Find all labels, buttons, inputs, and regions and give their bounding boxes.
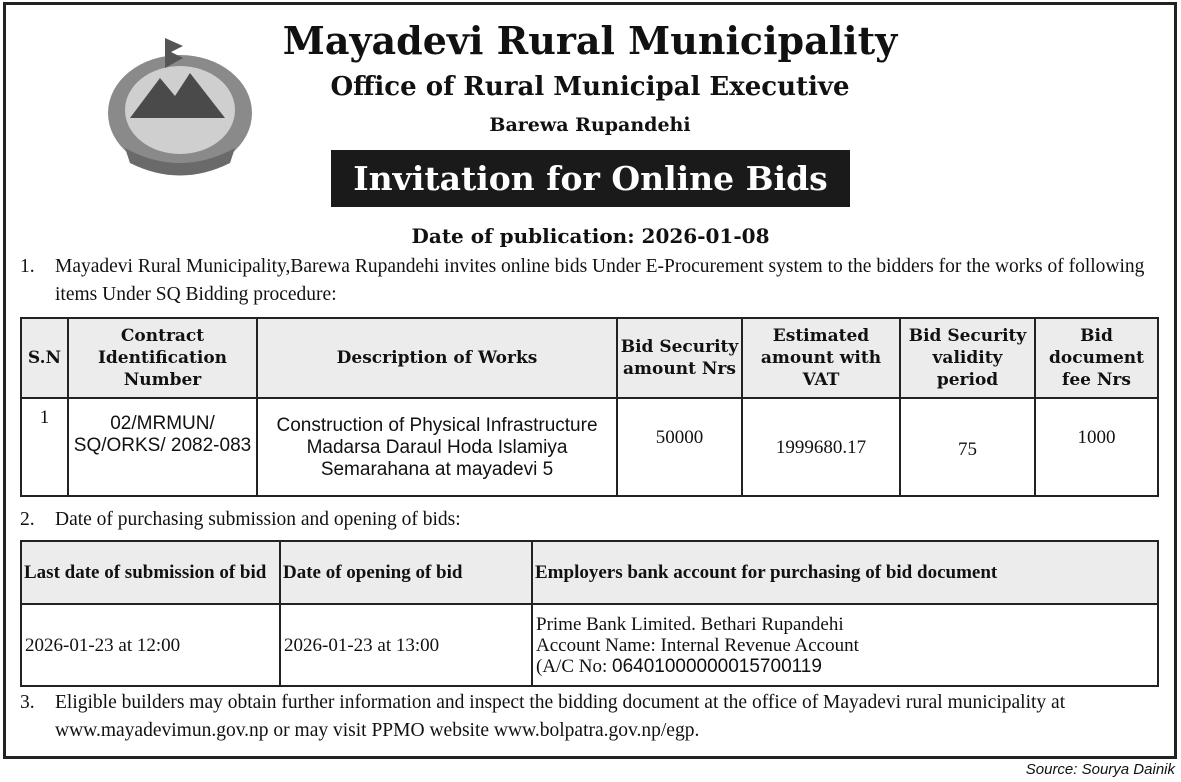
table-row — [21, 604, 1158, 686]
cell-description: Construction of Physical Infrastructure Madarsa Daraul Hoda Islamiya Semarahana at mayadevi 5 — [257, 398, 617, 496]
table-row — [21, 398, 1158, 496]
table-header-row — [21, 541, 1158, 604]
col-header: Bid document fee Nrs — [1035, 318, 1158, 398]
account-number-line — [536, 656, 1154, 677]
account-number: 06401000000015700119 — [612, 655, 822, 677]
cell-validity: 75 — [900, 398, 1035, 496]
cell-estimate: 1999680.17 — [742, 398, 900, 496]
paragraph-number: 2. — [20, 509, 35, 530]
paragraph-1 — [20, 253, 1170, 309]
paragraph-number: 3. — [20, 692, 35, 713]
paragraph-number: 1. — [20, 256, 35, 277]
works-table — [20, 317, 1159, 497]
col-header: Date of opening of bid — [280, 541, 532, 604]
cell-submission-date: 2026-01-23 at 12:00 — [21, 604, 280, 686]
dates-table — [20, 540, 1159, 687]
paragraph-2 — [20, 506, 1170, 534]
location: Barewa Rupandehi — [489, 114, 691, 136]
paragraph-text: Date of purchasing submission and opening of bids: — [55, 509, 461, 530]
municipality-title: Mayadevi Rural Municipality — [282, 18, 898, 63]
col-header: Estimated amount with VAT — [742, 318, 900, 398]
cell-bank-account — [532, 604, 1158, 686]
publication-date: Date of publication: 2026-01-08 — [411, 224, 770, 248]
col-header: Description of Works — [257, 318, 617, 398]
cell-contract-id: 02/MRMUN/ SQ/ORKS/ 2082-083 — [68, 398, 257, 496]
col-header: S.N — [21, 318, 68, 398]
bank-name: Prime Bank Limited. Bethari Rupandehi — [536, 613, 844, 635]
col-header: Bid Security validity period — [900, 318, 1035, 398]
paragraph-text: Mayadevi Rural Municipality,Barewa Rupandehi invites online bids Under E-Procurement system to the bidders for the works of following items Under SQ Bidding procedure: — [55, 256, 1145, 305]
account-name: Account Name: Internal Revenue Account — [536, 634, 859, 656]
cell-fee: 1000 — [1035, 398, 1158, 496]
table-header-row — [21, 318, 1158, 398]
cell-opening-date: 2026-01-23 at 13:00 — [280, 604, 532, 686]
paragraph-text: Eligible builders may obtain further information and inspect the bidding document at the office of Mayadevi rural municipality at www.mayadevimun.gov.np or may visit PPMO website www.bolpatra.gov.np/egp. — [55, 692, 1066, 741]
cell-bid-security: 50000 — [617, 398, 742, 496]
cell-sn: 1 — [21, 398, 68, 496]
col-header: Last date of submission of bid — [21, 541, 280, 604]
account-number-label: (A/C No: — [536, 655, 612, 677]
col-header: Bid Security amount Nrs — [617, 318, 742, 398]
paragraph-3 — [20, 689, 1170, 745]
source-credit: Source: Sourya Dainik — [1025, 761, 1175, 778]
col-header: Contract Identification Number — [68, 318, 257, 398]
notice-banner: Invitation for Online Bids — [331, 150, 850, 207]
col-header: Employers bank account for purchasing of bid document — [532, 541, 1158, 604]
office-subtitle: Office of Rural Municipal Executive — [330, 72, 850, 102]
